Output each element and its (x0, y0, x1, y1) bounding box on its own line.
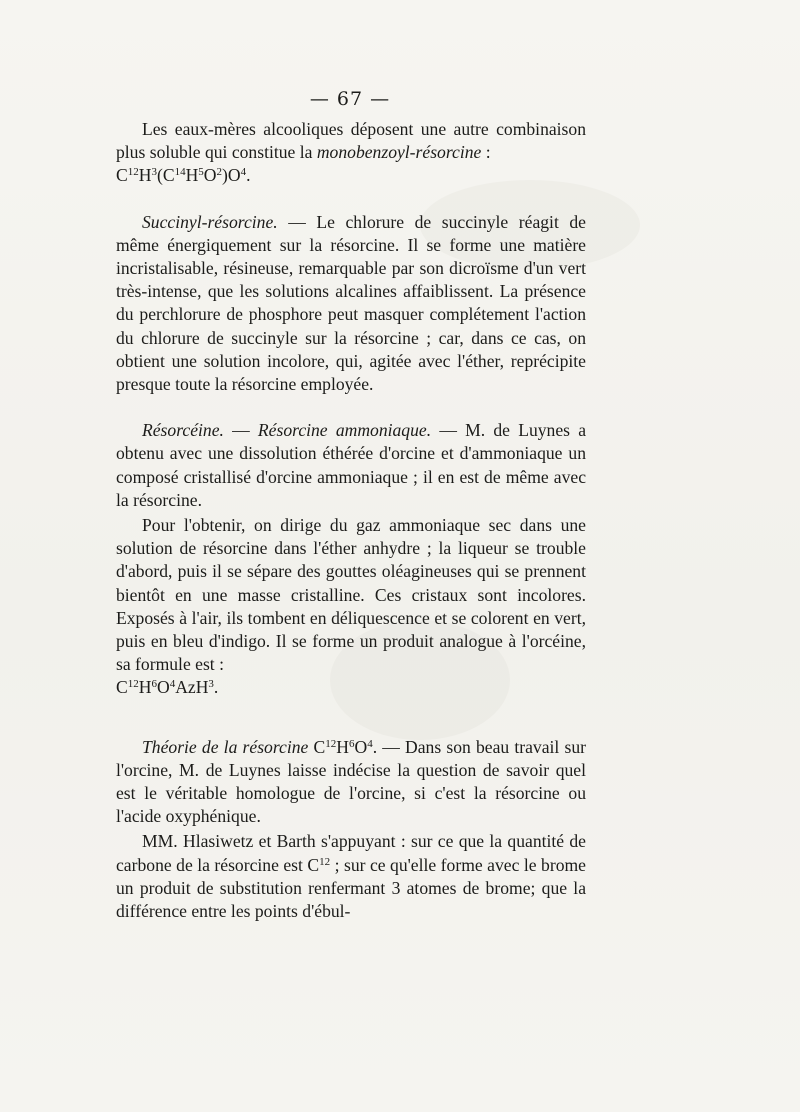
formula-index: 14 (174, 166, 186, 179)
paragraph-text: — M. de Luynes a obtenu avec une dissolution éthérée d'orcine et d'ammoniaque un composé cristallisé d'orcine ammoniaque ; il en est de même avec la résorcine. (116, 420, 587, 510)
formula-index: 12 (319, 855, 331, 868)
paragraph-preparation (116, 514, 586, 676)
paragraph-text: Les eaux-mères alcooliques déposent une autre combinaison plus soluble qui constitue la (116, 119, 586, 163)
section-heading: Résorcéine. (142, 420, 224, 441)
paragraph-succinyl (116, 211, 586, 397)
section-heading: Succinyl-résorcine. (142, 211, 278, 232)
spacer (116, 700, 586, 736)
section-heading: Théorie de la résorcine (142, 736, 309, 757)
formula-part: H (138, 165, 152, 186)
spacer (116, 396, 586, 419)
section-heading: Résorcine ammoniaque. (257, 420, 432, 441)
page-number: — 67 — (309, 88, 391, 110)
formula-part: . (246, 165, 251, 186)
formula-part: . (213, 677, 219, 698)
spacer (116, 188, 586, 211)
formula-part: (C (156, 165, 175, 186)
formula-index: 3 (151, 166, 157, 179)
formula-part: H (336, 736, 349, 757)
formula-index: 12 (325, 737, 337, 750)
formula-index: 4 (169, 678, 176, 691)
paragraph-text: ; sur ce qu'elle forme avec le brome un produit de substitution renfermant 3 atomes de brome; que la différence entre les points d'ébul- (116, 854, 586, 922)
body-text (116, 118, 586, 923)
paragraph-resorceine (116, 419, 586, 512)
formula-index: 6 (348, 737, 355, 750)
paragraph-monobenzoyl (116, 118, 586, 164)
formula-part: O (203, 165, 217, 186)
formula-part: O (156, 677, 170, 698)
formula-monobenzoyl (116, 164, 586, 187)
formula-part: C (116, 677, 128, 698)
formula-part: AzH (175, 677, 209, 698)
formula-index: 6 (151, 678, 157, 691)
formula-part: H (185, 165, 199, 186)
paragraph-text: Pour l'obtenir, on dirige du gaz ammoniaque sec dans une solution de résorcine dans l'éther anhydre ; la liqueur se trouble d'abord, puis il se sépare des gouttes oléagineuses qui se prennent bientôt en une masse cristalline. Ces cristaux sont incolores. Exposés à l'air, ils tombent en déliquescence et se colorent en vert, puis en bleu d'indigo. Il se forme un produit analogue à l'orcéine, sa formule est : (116, 515, 586, 675)
formula-index: 2 (216, 166, 222, 179)
paragraph-text: — Le chlorure de succinyle réagit de même énergiquement sur la résorcine. Il se forme une matière incristalisable, résineuse, remarquable par son dicroïsme d'un vert très-intense, que les solutions alcalines affaiblissent. La présence du perchlorure de phosphore peut masquer complétement l'action du chlorure de succinyle sur la résorcine ; car, dans ce cas, on obtient une solution incolore, qui, agitée avec l'éther, reprécipite presque toute la résorcine employée. (116, 211, 586, 395)
formula-part: O (354, 736, 368, 757)
paragraph-text: . — Dans son beau travail sur l'orcine, M. de Luynes laisse indécise la question de savoir quel est le véritable homologue de l'orcine, si c'est la résorcine ou l'acide oxyphénique. (116, 736, 586, 827)
italic-term: monobenzoyl-résorcine (316, 142, 482, 163)
formula-part: C (308, 736, 326, 757)
paragraph-text: MM. Hlasiwetz et Barth s'appuyant : sur ce que la quantité de carbone de la résorcine est C (116, 831, 586, 875)
paragraph-hlasiwetz (116, 830, 586, 923)
separator: — (223, 420, 258, 441)
paragraph-text: : (481, 142, 491, 163)
paragraph-theorie (116, 736, 586, 829)
formula-part: C (116, 165, 128, 186)
formula-part: H (138, 677, 152, 698)
formula-index: 12 (127, 678, 139, 691)
formula-index: 5 (198, 166, 204, 179)
formula-index: 3 (208, 678, 214, 691)
formula-index: 4 (240, 166, 247, 179)
formula-ammoniacal (116, 676, 586, 699)
formula-part: )O (222, 165, 241, 186)
formula-index: 4 (367, 737, 373, 750)
formula-index: 12 (127, 166, 139, 179)
